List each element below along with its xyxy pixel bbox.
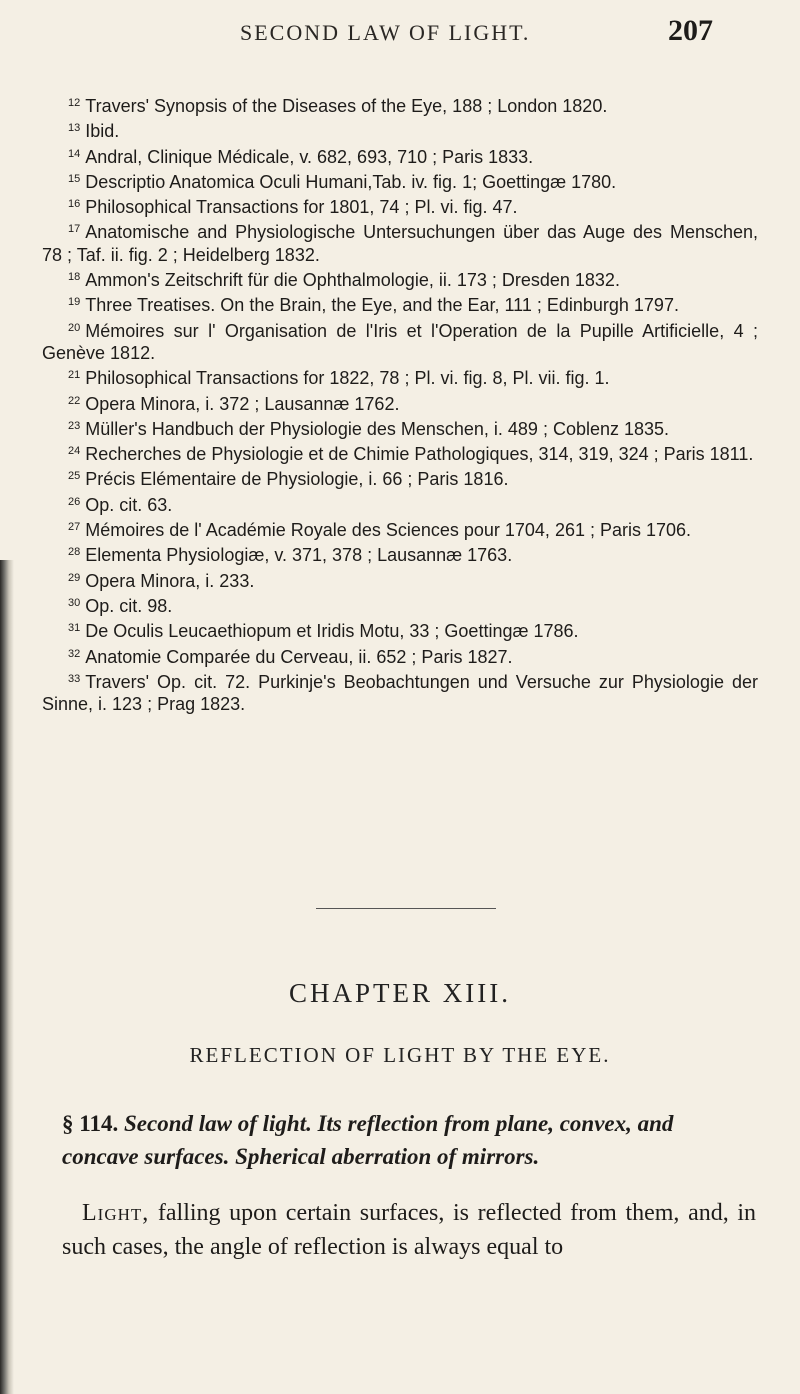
footnotes-list <box>42 92 758 715</box>
footnote-text: Elementa Physiologiæ, v. 371, 378 ; Lausannæ 1763. <box>85 545 513 566</box>
footnote <box>42 92 758 117</box>
footnote-number: 31 <box>68 622 81 635</box>
footnote-number: 26 <box>68 495 81 508</box>
body-text: falling upon certain surfaces, is reflected from them, and, in such cases, the angle of reflection is always equal to <box>62 1200 757 1260</box>
footnote-text: De Oculis Leucaethiopum et Iridis Motu, 33 ; Goettingæ 1786. <box>85 621 579 642</box>
footnote-text: Opera Minora, i. 372 ; Lausannæ 1762. <box>85 393 400 414</box>
footnote-text: Recherches de Physiologie et de Chimie Pathologiques, 314, 319, 324 ; Paris 1811. <box>85 444 754 465</box>
footnote-text: Ammon's Zeitschrift für die Ophthalmologie, ii. 173 ; Dresden 1832. <box>85 270 620 291</box>
footnote <box>42 668 758 716</box>
body-lead-word: Light, <box>82 1200 150 1226</box>
footnote-text: Müller's Handbuch der Physiologie des Menschen, i. 489 ; Coblenz 1835. <box>85 418 670 439</box>
body-paragraph <box>62 1196 756 1264</box>
footnote-text: Travers' Op. cit. 72. Purkinje's Beobachtungen und Versuche zur Physiologie der Sinne, i. 123 ; Prag 1823. <box>42 671 758 715</box>
footnote <box>42 168 758 193</box>
section-heading <box>62 1107 752 1173</box>
footnote-number: 15 <box>68 172 81 185</box>
footnote-number: 17 <box>68 223 81 236</box>
footnote-number: 19 <box>68 296 81 309</box>
footnote-text: Anatomische and Physiologische Untersuchungen über das Auge des Menschen, 78 ; Taf. ii. fig. 2 ; Heidelberg 1832. <box>42 222 758 265</box>
footnote-number: 18 <box>68 271 81 284</box>
footnote-number: 30 <box>68 596 81 609</box>
footnote-text: Travers' Synopsis of the Diseases of the Eye, 188 ; London 1820. <box>85 96 608 116</box>
footnote-text: Philosophical Transactions for 1801, 74 ; Pl. vi. fig. 47. <box>85 197 518 218</box>
footnote <box>42 516 758 541</box>
footnote-number: 21 <box>68 369 81 382</box>
footnote-number: 22 <box>68 394 81 407</box>
page-number: 207 <box>668 14 713 47</box>
footnote <box>42 617 758 642</box>
page-header <box>0 14 800 54</box>
section-divider <box>316 908 496 909</box>
section-number: § 114. <box>62 1111 119 1136</box>
footnote-text: Ibid. <box>85 121 120 142</box>
footnote <box>42 193 758 218</box>
footnote-number: 25 <box>68 470 81 483</box>
footnote-text: Andral, Clinique Médicale, v. 682, 693, 710 ; Paris 1833. <box>85 146 534 167</box>
footnote <box>42 440 758 465</box>
footnote <box>42 291 758 316</box>
footnote <box>42 592 758 617</box>
footnote-text: Anatomie Comparée du Cerveau, ii. 652 ; Paris 1827. <box>85 646 513 667</box>
footnote <box>42 541 758 566</box>
footnote-number: 28 <box>68 546 81 559</box>
footnote <box>42 117 758 142</box>
footnote <box>42 567 758 592</box>
footnote <box>42 364 758 389</box>
footnote <box>42 643 758 668</box>
footnote-text: Descriptio Anatomica Oculi Humani,Tab. iv. fig. 1; Goettingæ 1780. <box>85 171 617 192</box>
footnote-number: 13 <box>68 122 81 135</box>
chapter-heading: CHAPTER XIII. <box>289 978 511 1008</box>
section-title: Second law of light. Its reflection from plane, convex, and concave surfaces. Spherical aberration of mirrors. <box>62 1111 674 1169</box>
footnote-text: Mémoires de l' Académie Royale des Sciences pour 1704, 261 ; Paris 1706. <box>85 520 692 541</box>
footnote-text: Philosophical Transactions for 1822, 78 ; Pl. vi. fig. 8, Pl. vii. fig. 1. <box>85 368 610 389</box>
chapter-subtitle: REFLECTION OF LIGHT BY THE EYE. <box>189 1043 611 1067</box>
running-title: SECOND LAW OF LIGHT. <box>240 20 531 45</box>
footnote-number: 33 <box>68 672 81 685</box>
footnote-number: 32 <box>68 647 81 660</box>
footnote-number: 23 <box>68 419 81 432</box>
footnote-number: 27 <box>68 521 81 534</box>
footnote <box>42 465 758 490</box>
footnote-text: Three Treatises. On the Brain, the Eye, and the Ear, 111 ; Edinburgh 1797. <box>85 295 679 316</box>
footnote-number: 14 <box>68 147 81 160</box>
footnote-text: Op. cit. 63. <box>85 494 173 515</box>
footnote <box>42 266 758 291</box>
footnote-number: 20 <box>68 321 81 334</box>
footnote-number: 29 <box>68 571 81 584</box>
footnote <box>42 390 758 415</box>
footnote-text: Opera Minora, i. 233. <box>85 570 255 591</box>
footnote-text: Mémoires sur l' Organisation de l'Iris et l'Operation de la Pupille Artificielle, 4 ; Genève 1812. <box>42 320 758 363</box>
page-edge-shadow <box>0 560 14 1394</box>
footnote-text: Précis Elémentaire de Physiologie, i. 66 ; Paris 1816. <box>85 469 509 490</box>
footnote-number: 16 <box>68 198 81 211</box>
footnote-text: Op. cit. 98. <box>85 595 173 616</box>
footnote-number: 12 <box>68 97 81 109</box>
footnote <box>42 317 758 365</box>
footnote <box>42 218 758 266</box>
footnote-number: 24 <box>68 445 81 458</box>
footnote <box>42 415 758 440</box>
footnote <box>42 491 758 516</box>
footnote <box>42 143 758 168</box>
